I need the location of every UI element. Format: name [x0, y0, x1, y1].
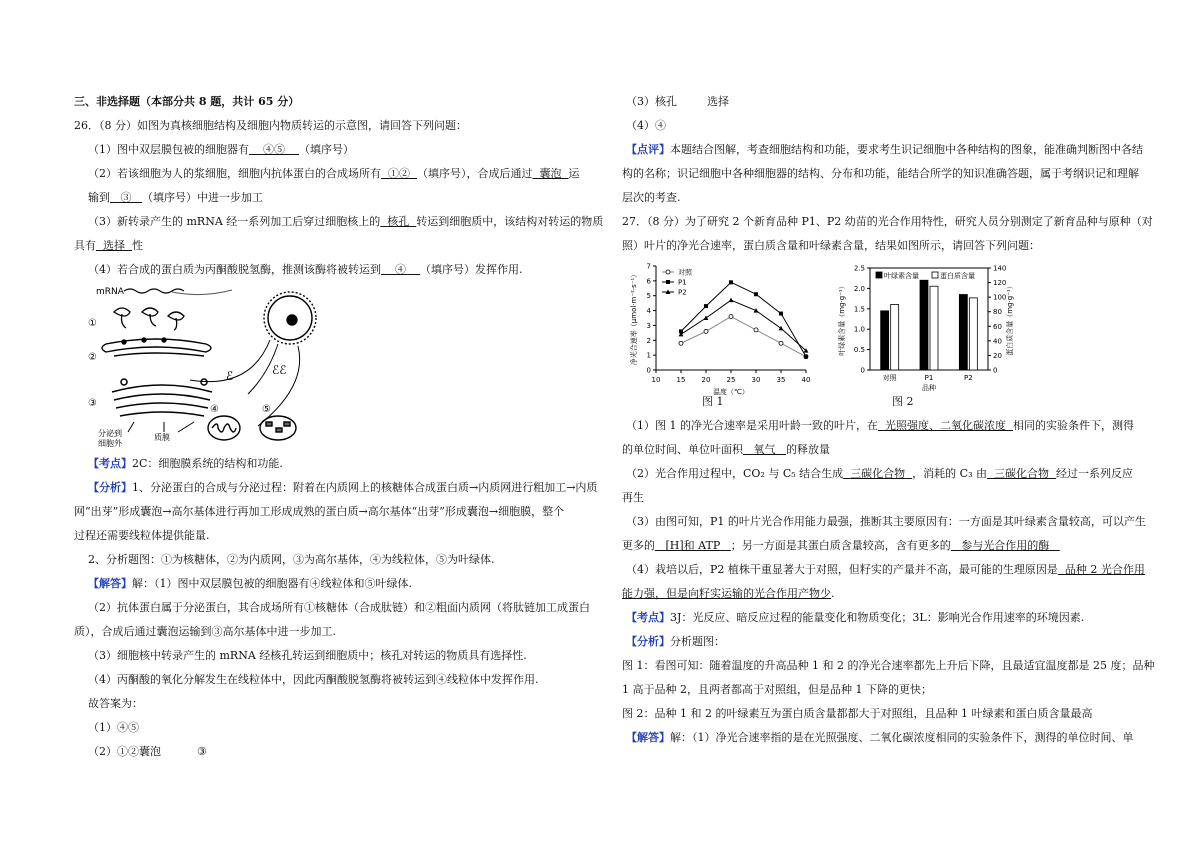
- q27-sub2-line2: 再生: [622, 491, 644, 504]
- figure-1-line-chart: [626, 258, 826, 408]
- data-point-对照: [779, 341, 783, 345]
- section-title: 三、非选择题（本部分共 8 题，共计 65 分）: [74, 95, 300, 108]
- mitochondrion: [208, 416, 240, 440]
- data-point-P2: [704, 315, 709, 320]
- dianping-line2: 构的名称；识记细胞中各种细胞器的结构、分布和功能，能结合所学的知识准确答题，属于考纲识记和理解: [622, 167, 1139, 180]
- y2-tick-label: 100: [993, 293, 1007, 302]
- x-tick-label: 25: [726, 376, 736, 384]
- legend-marker-对照: [666, 270, 670, 274]
- y2-tick-label: 140: [993, 264, 1007, 273]
- bar-叶绿素含量: [920, 280, 928, 370]
- y-axis-label: 净光合速率（μmol·m⁻²·s⁻¹）: [630, 270, 638, 366]
- label-5: ⑤: [262, 404, 271, 415]
- data-point-P1: [704, 304, 708, 308]
- x-tick-label: 20: [701, 376, 711, 384]
- y2-tick-label: 80: [993, 308, 1002, 317]
- q26-part3-line1: （3）新转录产生的 mRNA 经一系列加工后穿过细胞核上的 核孔 转运到细胞质中，该结构对转运的物质: [88, 215, 604, 228]
- q27-sub3-line1: （3）由图可知，P1 的叶片光合作用能力最强，推断其主要原因有：一方面是其叶绿素含量较高，可以产生: [626, 515, 1146, 528]
- kaodian-line: 【考点】3J：光反应、暗反应过程的能量变化和物质变化；3L：影响光合作用速率的环境因素.: [626, 611, 1085, 624]
- y-tick-label: 7: [646, 262, 651, 271]
- data-point-P1: [754, 292, 758, 296]
- jieda-line3: 质），合成后通过囊泡运输到③高尔基体中进一步加工.: [74, 625, 336, 638]
- answer-blank: 参与光合作用的酶: [961, 539, 1050, 552]
- answer-blank: 三碳化合物: [850, 467, 906, 480]
- x-tick-label: P2: [963, 374, 973, 382]
- legend-label: 对照: [678, 268, 692, 277]
- answer-heading: 故答案为：: [88, 697, 143, 710]
- legend-swatch-蛋白质含量: [932, 272, 938, 278]
- y-tick-label: 1: [646, 351, 651, 360]
- y-axis-label: 叶绿素含量（mg·g⁻¹）: [838, 282, 846, 356]
- answer-1: （1）④⑤: [88, 721, 139, 734]
- fenxi-line2: 1 高于品种 2，且两者都高于对照组，但是品种 1 下降的更快；: [622, 683, 932, 696]
- y-tick-label: 3: [646, 321, 651, 330]
- answer-blank: ④⑤: [263, 143, 285, 156]
- figure-1-caption: 图 1: [702, 395, 724, 408]
- free-ribosome: [114, 308, 184, 330]
- q27-sub1-line1: （1）图 1 的净光合速率是采用叶龄一致的叶片，在 光照强度、二氧化碳浓度 相同的实验条件下，测得: [626, 419, 1134, 432]
- answer-blank: ④: [395, 263, 406, 276]
- answer-blank: 氧气: [753, 443, 776, 456]
- data-point-P1: [779, 312, 783, 316]
- answer-2: （2）①②囊泡 ③: [88, 745, 207, 758]
- x-tick-label: P1: [924, 374, 934, 382]
- y-tick-label: 2.5: [853, 264, 865, 273]
- y-tick-label: 2: [646, 336, 651, 345]
- answer-blank: 选择: [103, 239, 125, 252]
- y2-axis-label: 蛋白质含量（mg·g⁻¹）: [1006, 282, 1014, 356]
- x-tick-label: 30: [751, 376, 761, 384]
- fenxi-line2: 网“出芽”形成囊泡→高尔基体进行再加工形成成熟的蛋白质→高尔基体“出芽”形成囊泡→细胞膜，整个: [74, 505, 565, 518]
- q27-sub1-line2: 的单位时间、单位叶面积 氧气 的释放量: [622, 443, 830, 456]
- jieda-line1: 【解答】解：（1）图中双层膜包被的细胞器有④线粒体和⑤叶绿体.: [88, 577, 412, 590]
- x-tick-label: 40: [801, 376, 811, 384]
- legend-label: P1: [678, 278, 687, 287]
- answer-blank: 品种 2 光合作用: [1064, 563, 1145, 576]
- answer-blank: 囊泡: [539, 167, 562, 180]
- fenxi-line: 【分析】分析题图：: [626, 635, 725, 648]
- bar-蛋白质含量: [930, 286, 938, 370]
- q26-stem: 26．（8 分）如图为真核细胞结构及细胞内物质转运的示意图，请回答下列问题：: [74, 119, 467, 132]
- fenxi-line3: 过程还需要线粒体提供能量.: [74, 529, 210, 542]
- y-tick-label: 5: [646, 292, 651, 301]
- label-4: ④: [210, 404, 219, 415]
- x-axis-label: 温度（℃）: [713, 388, 749, 396]
- endoplasmic-reticulum: [102, 338, 211, 356]
- fenxi-line4: 2、分析题图：①为核糖体，②为内质网，③为高尔基体，④为线粒体，⑤为叶绿体.: [88, 553, 495, 566]
- dianping-line3: 层次的考查.: [622, 191, 681, 204]
- figure-2-caption: 图 2: [892, 395, 914, 408]
- legend-label: P2: [678, 288, 687, 297]
- nucleus: [264, 292, 316, 344]
- dianping-line1: 【点评】本题结合图解，考查细胞结构和功能，要求考生识记细胞中各种结构的图象，能准确判断图中各结: [626, 143, 1143, 156]
- y-tick-label: 0: [860, 366, 865, 375]
- fenxi-line1: 图 1：看图可知：随着温度的升高品种 1 和 2 的净光合速率都先上升后下降，且最适宜温度都是 25 度；品种: [622, 659, 1155, 672]
- y-tick-label: 0.5: [853, 346, 865, 355]
- answer-4: （4）④: [626, 119, 666, 132]
- secrete-label-2: 细胞外: [98, 439, 122, 448]
- bar-蛋白质含量: [969, 298, 977, 370]
- answer-blank: 核孔: [387, 215, 410, 228]
- y2-tick-label: 40: [993, 337, 1002, 346]
- series-line-P2: [681, 300, 806, 351]
- bar-叶绿素含量: [881, 311, 889, 370]
- q27-sub4-line1: （4）栽培以后，P2 植株干重显著大于对照，但籽实的产量并不高，最可能的生理原因是 品种 2 光合作用: [626, 563, 1145, 576]
- chloroplast: [260, 416, 296, 440]
- answer-blank: [H]和 ATP: [665, 539, 721, 552]
- cell-transport-diagram: [84, 282, 344, 452]
- x-tick-label: 10: [651, 376, 661, 384]
- y-tick-label: 6: [646, 277, 651, 286]
- y2-tick-label: 60: [993, 322, 1002, 331]
- series-line-P1: [681, 282, 806, 356]
- y-tick-label: 2.0: [853, 284, 865, 293]
- jieda-line2: （2）抗体蛋白属于分泌蛋白，其合成场所有①核糖体（合成肽链）和②粗面内质网（将肽链加工成蛋白: [88, 601, 590, 614]
- answer-blank: 三碳化合物: [994, 467, 1049, 480]
- data-point-P2: [729, 298, 734, 303]
- q27-sub2-line1: （2）光合作用过程中，CO₂ 与 C₅ 结合生成 三碳化合物 ，消耗的 C₃ 由 三碳化合物 经过一系列反应: [626, 467, 1133, 480]
- data-point-对照: [704, 329, 708, 333]
- q26-part1: （1）图中双层膜包被的细胞器有 ④⑤ （填序号）: [88, 143, 354, 156]
- y-tick-label: 1.5: [853, 305, 865, 314]
- data-point-P2: [779, 326, 784, 331]
- data-point-P1: [804, 355, 808, 359]
- jieda-line4: （3）细胞核中转录产生的 mRNA 经核孔转运到细胞质中；核孔对转运的物质具有选择性.: [88, 649, 527, 662]
- x-tick-label: 35: [776, 376, 786, 384]
- label-3: ③: [88, 398, 97, 409]
- answer-3: （3）核孔 选择: [626, 95, 729, 108]
- legend-label: 蛋白质含量: [940, 272, 975, 280]
- secrete-label-1: 分泌到: [98, 429, 122, 438]
- x-tick-label: 对照: [882, 374, 897, 382]
- answer-blank: 光照强度、二氧化碳浓度: [885, 419, 1006, 432]
- fenxi-line1: 【分析】1、分泌蛋白的合成与分泌过程：附着在内质网上的核糖体合成蛋白质→内质网进行粗加工→内质: [88, 481, 598, 494]
- bar-叶绿素含量: [959, 295, 967, 370]
- golgi-apparatus: [112, 379, 212, 416]
- legend-swatch-叶绿素含量: [876, 272, 882, 278]
- free-protein: ℰ: [226, 369, 234, 383]
- kaodian-line: 【考点】2C：细胞膜系统的结构和功能.: [88, 457, 283, 470]
- y-tick-label: 0: [646, 366, 651, 375]
- y-tick-label: 1.0: [853, 325, 865, 334]
- data-point-P1: [729, 280, 733, 284]
- y2-tick-label: 20: [993, 351, 1002, 360]
- q26-part2-line2: 输到 ③ （填序号）中进一步加工: [88, 191, 263, 204]
- mrna-label: mRNA: [96, 287, 124, 297]
- y2-tick-label: 120: [993, 279, 1007, 288]
- data-point-对照: [679, 341, 683, 345]
- jieda-line1: 【解答】解：（1）净光合速率指的是在光照强度、二氧化碳浓度相同的实验条件下，测得的单位时间、单: [626, 731, 1134, 744]
- fenxi-line3: 图 2：品种 1 和 2 的叶绿素互为蛋白质含量都都大于对照组，且品种 1 叶绿素和蛋白质含量最高: [622, 707, 1093, 720]
- y2-tick-label: 0: [993, 366, 998, 375]
- q27-stem-line1: 27．（8 分）为了研究 2 个新育品种 P1、P2 幼苗的光合作用特性，研究人员分别测定了新育品种与原种（对: [622, 215, 1153, 228]
- answer-blank: 能力强，但是向籽实运输的光合作用产物少: [622, 587, 831, 600]
- data-point-对照: [754, 328, 758, 332]
- q26-part4: （4）若合成的蛋白质为丙酮酸脱氢酶，推测该酶将被转运到 ④ （填序号）发挥作用.: [88, 263, 523, 276]
- legend-label: 叶绿素含量: [884, 272, 919, 280]
- answer-blank: ①②: [388, 167, 410, 180]
- q26-part2-line1: （2）若该细胞为人的浆细胞，细胞内抗体蛋白的合成场所有 ①② （填序号），合成后通过 囊泡 运: [88, 167, 580, 180]
- membrane-label: 质膜: [154, 433, 170, 442]
- jieda-line5: （4）丙酮酸的氧化分解发生在线粒体中，因此丙酮酸脱氢酶将被转运到④线粒体中发挥作用.: [88, 673, 539, 686]
- q27-sub4-line2: 能力强，但是向籽实运输的光合作用产物少.: [622, 587, 835, 600]
- x-tick-label: 15: [676, 376, 686, 384]
- q27-stem-line2: 照）叶片的净光合速率，蛋白质含量和叶绿素含量，结果如图所示，请回答下列问题：: [622, 239, 1040, 252]
- free-protein-2: ℰℰ: [272, 363, 287, 377]
- label-1: ①: [88, 318, 97, 329]
- legend-marker-P1: [666, 280, 670, 284]
- y-tick-label: 4: [646, 307, 651, 316]
- q26-part3-line2: 具有 选择 性: [74, 239, 143, 252]
- label-2: ②: [88, 352, 97, 363]
- data-point-对照: [729, 315, 733, 319]
- answer-blank: ③: [120, 191, 132, 204]
- x-axis-label: 品种: [922, 384, 936, 392]
- bar-蛋白质含量: [891, 304, 899, 370]
- figure-2-bar-chart: [832, 258, 1018, 408]
- q27-sub3-line2: 更多的 [H]和 ATP ；另一方面是其蛋白质含量较高，含有更多的 参与光合作用的酶: [622, 538, 1060, 554]
